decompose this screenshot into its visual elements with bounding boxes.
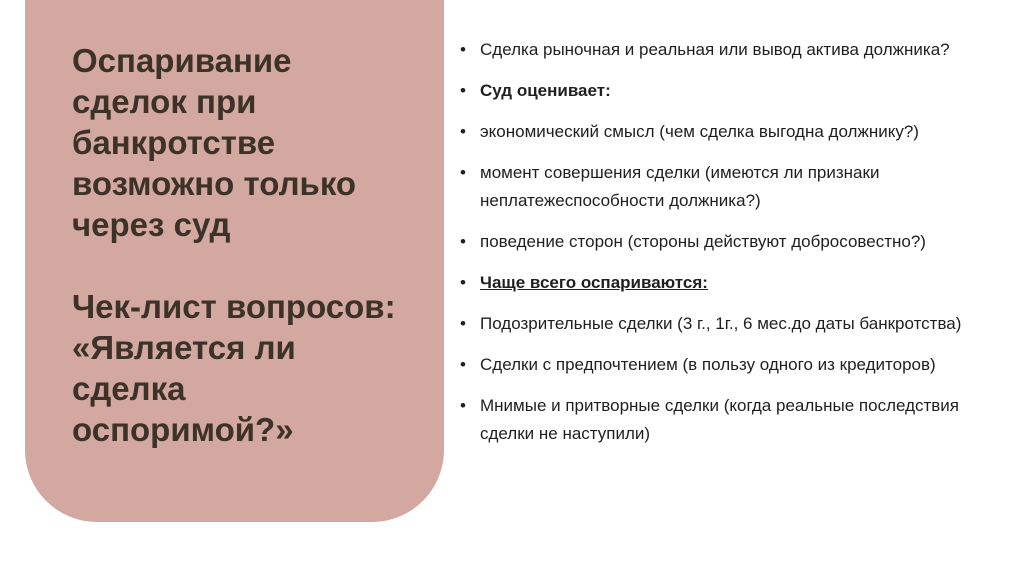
subtitle-line: Чек-лист вопросов: [72,288,396,325]
bullet-dot: • [460,314,466,333]
bullet-text: Сделка рыночная и реальная или вывод актива должника? [480,40,950,59]
bullet-dot: • [460,396,466,415]
slide-heading [72,40,452,450]
bullet-text: Чаще всего оспариваются: [480,273,708,292]
bullet-dot: • [460,163,466,182]
subtitle-line: сделка [72,370,186,407]
title-line: возможно только [72,165,357,202]
bullet-dot: • [460,273,466,292]
bullet-item [460,118,980,146]
title-line: сделок при [72,83,257,120]
bullet-text: поведение сторон (стороны действуют добросовестно?) [480,232,926,251]
bullet-item [460,159,980,215]
bullet-dot: • [460,122,466,141]
bullet-dot: • [460,232,466,251]
bullet-item [460,269,980,297]
heading-spacer [72,245,452,286]
bullet-text: Мнимые и притворные сделки (когда реальные последствия сделки не наступили) [480,396,960,443]
bullet-text: Подозрительные сделки (3 г., 1г., 6 мес.до даты банкротства) [480,314,962,333]
bullet-dot: • [460,355,466,374]
bullet-text: Сделки с предпочтением (в пользу одного из кредиторов) [480,355,936,374]
bullet-text: Суд оценивает: [480,81,611,100]
subtitle-line: оспоримой?» [72,411,294,448]
bullet-item [460,77,980,105]
bullet-item [460,310,980,338]
bullet-list [460,36,980,461]
bullet-item [460,392,980,448]
subtitle-line: «Является ли [72,329,296,366]
bullet-dot: • [460,40,466,59]
title-line: через суд [72,206,231,243]
title-line: банкротстве [72,124,276,161]
bullet-text: момент совершения сделки (имеются ли признаки неплатежеспособности должника?) [480,163,880,210]
bullet-item [460,351,980,379]
bullet-dot: • [460,81,466,100]
bullet-text: экономический смысл (чем сделка выгодна должнику?) [480,122,919,141]
bullet-item [460,36,980,64]
title-line: Оспаривание [72,42,292,79]
bullet-item [460,228,980,256]
